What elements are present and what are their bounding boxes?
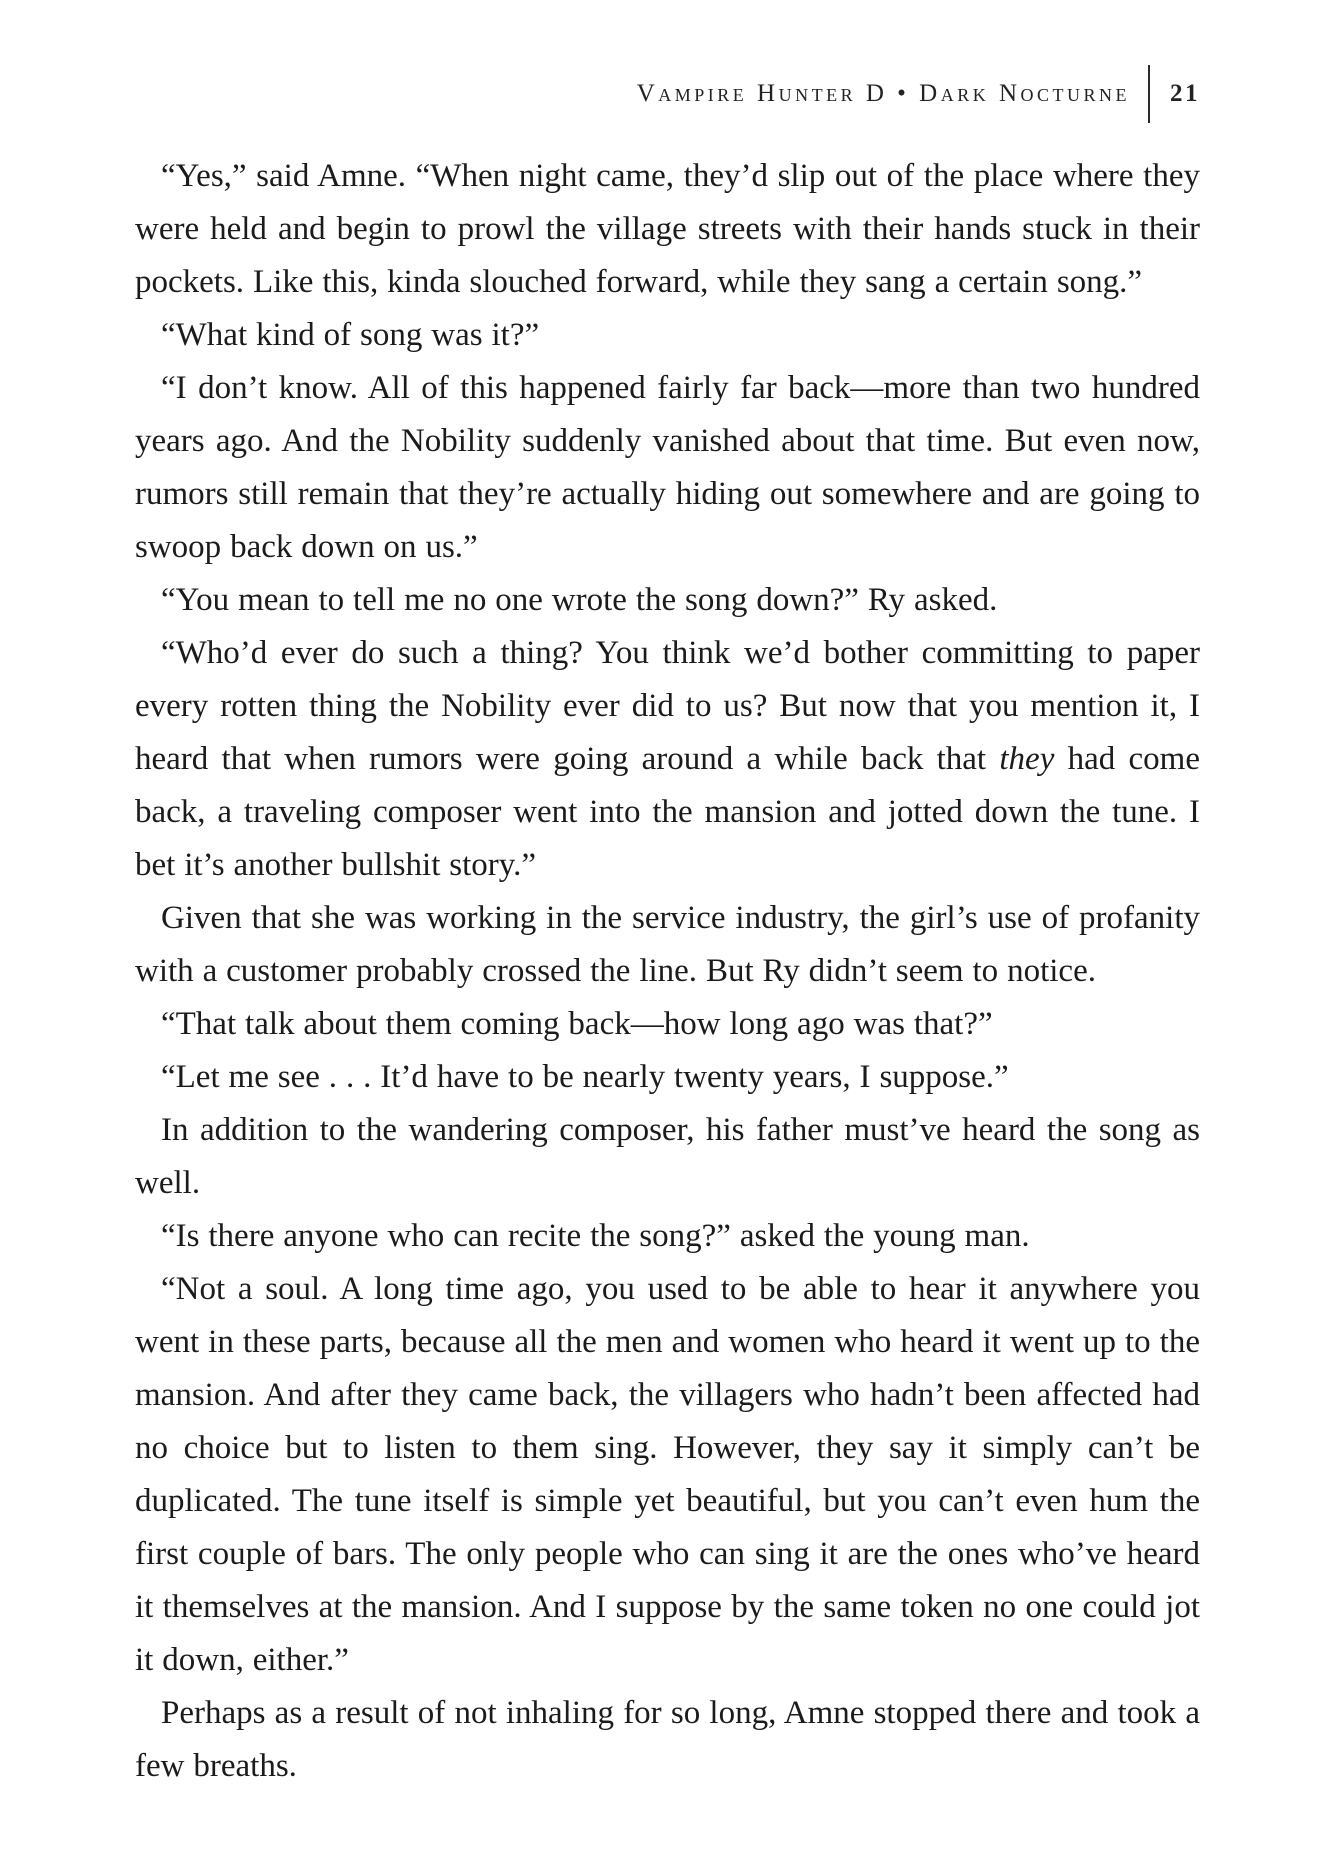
running-head (135, 62, 1200, 126)
body-text (135, 150, 1200, 1793)
paragraph-5-text-after-italic: had come back, a traveling composer went into the mansion and jotted down the tune. I bet it’s another bullshit story.” (135, 741, 1200, 883)
paragraph-6: Given that she was working in the service industry, the girl’s use of profanity with a customer probably crossed the line. But Ry didn’t seem to notice. (135, 900, 1200, 989)
page-number: 21 (1170, 80, 1200, 107)
paragraph-3: “I don’t know. All of this happened fairly far back—more than two hundred years ago. And the Nobility suddenly vanished about that time. But even now, rumors still remain that they’re actually hiding out somewhere and are going to swoop back down on us.” (135, 370, 1200, 565)
paragraph-10: “Is there anyone who can recite the song?” asked the young man. (161, 1218, 1030, 1254)
paragraph-12: Perhaps as a result of not inhaling for so long, Amne stopped there and took a few breaths. (135, 1695, 1200, 1784)
paragraph-11: “Not a soul. A long time ago, you used to be able to hear it anywhere you went in these parts, because all the men and women who heard it went up to the mansion. And after they came back, the villagers who hadn’t been affected had no choice but to listen to them sing. However, they say it simply can’t be duplicated. The tune itself is simple yet beautiful, but you can’t even hum the first couple of bars. The only people who can sing it are the ones who’ve heard it themselves at the mansion. And I suppose by the same token no one could jot it down, either.” (135, 1271, 1200, 1678)
running-title: Vampire Hunter D • Dark Nocturne (636, 80, 1130, 107)
paragraph-7: “That talk about them coming back—how long ago was that?” (161, 1006, 993, 1042)
header-divider-rule (1148, 65, 1150, 123)
paragraph-4: “You mean to tell me no one wrote the song down?” Ry asked. (161, 582, 998, 618)
paragraph-2: “What kind of song was it?” (161, 317, 540, 353)
paragraph-1: “Yes,” said Amne. “When night came, they’d slip out of the place where they were held and begin to prowl the village streets with their hands stuck in their pockets. Like this, kinda slouched forward, while they sang a certain song.” (135, 158, 1200, 300)
paragraph-5-italic-word: they (999, 741, 1055, 777)
paragraph-8: “Let me see . . . It’d have to be nearly twenty years, I suppose.” (161, 1059, 1009, 1095)
paragraph-5-text-before-italic: “Who’d ever do such a thing? You think we’d bother committing to paper every rotten thing the Nobility ever did to us? But now that you mention it, I heard that when rumors were going around a while back that (135, 635, 1200, 777)
paragraph-9: In addition to the wandering composer, his father must’ve heard the song as well. (135, 1112, 1200, 1201)
paragraph-5 (135, 627, 1200, 892)
